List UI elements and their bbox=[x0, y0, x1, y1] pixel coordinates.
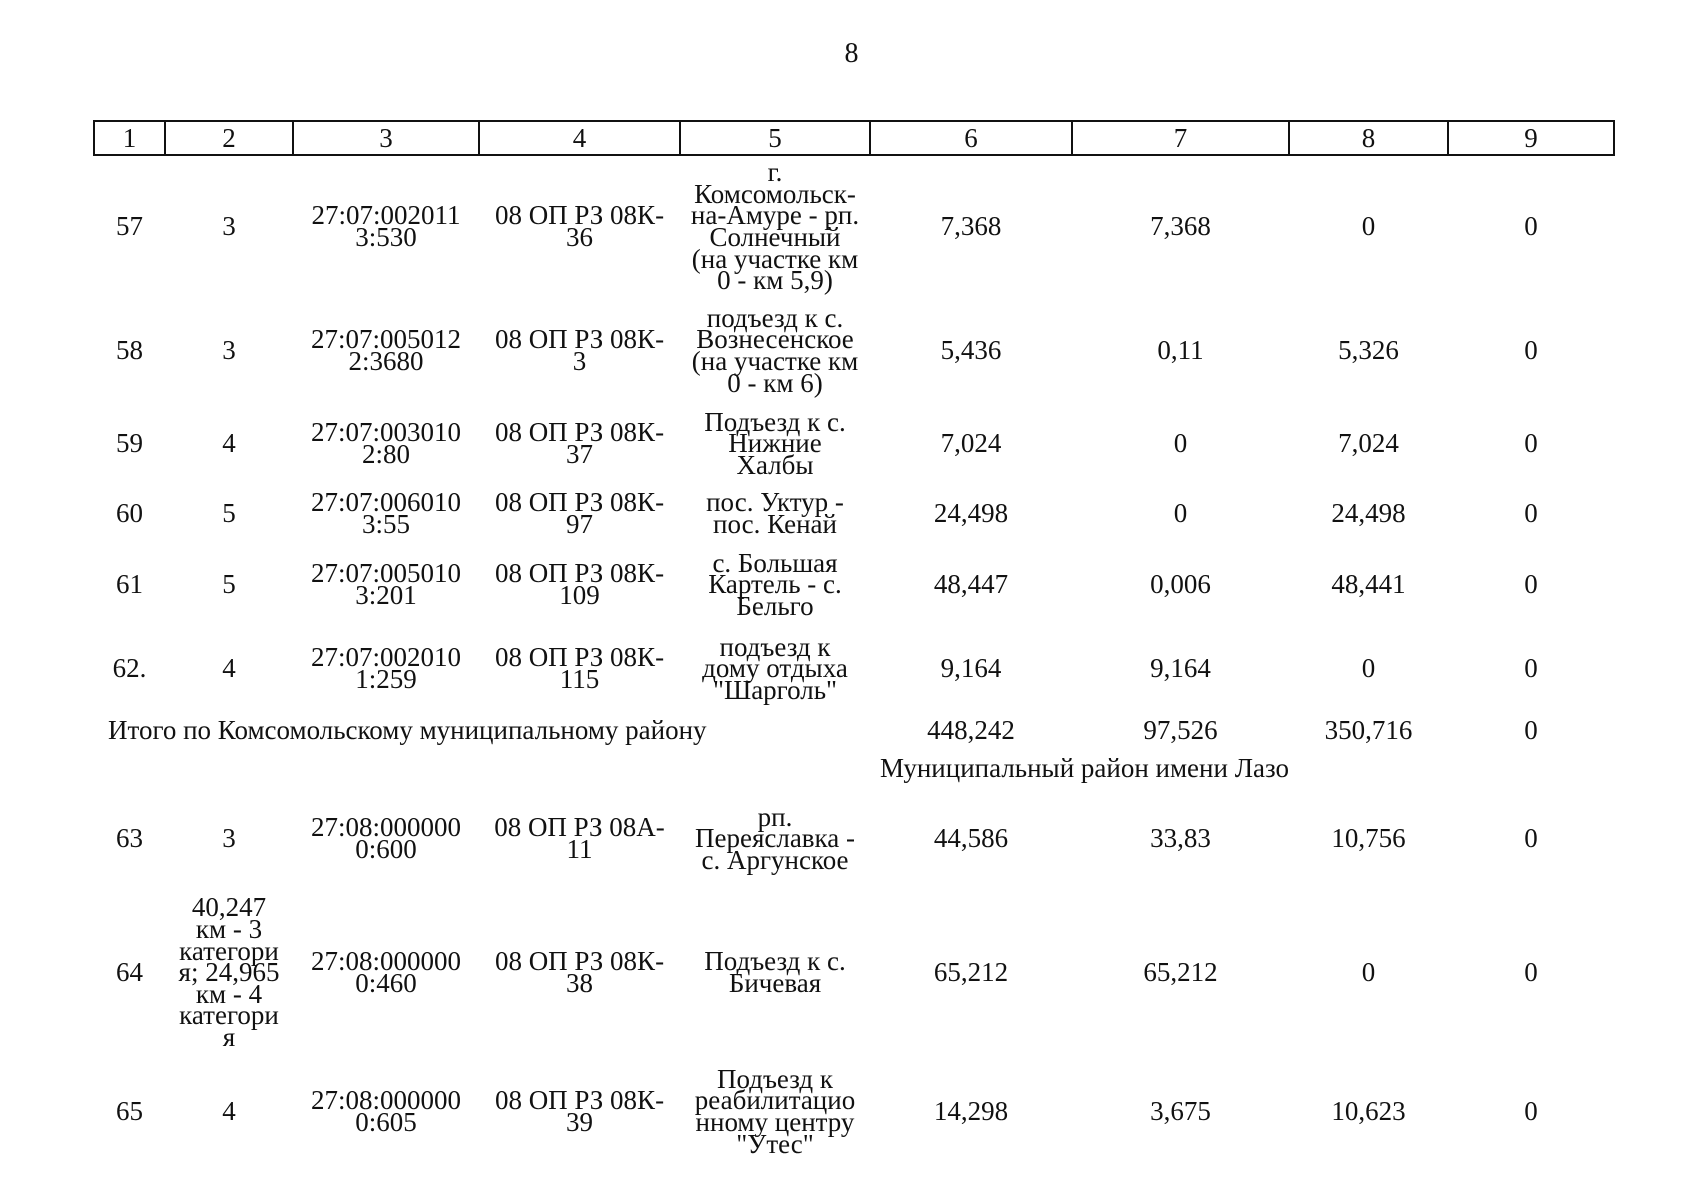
road-name: г. Комсомольск- на-Амуре - рп. Солнечный (на участке км 0 - км 5,9) bbox=[690, 157, 860, 296]
road-id: 08 ОП РЗ 08А- 11 bbox=[494, 812, 665, 864]
row-number: 58 bbox=[116, 335, 143, 366]
value-col9: 0 bbox=[1524, 498, 1538, 529]
road-id: 08 ОП РЗ 08К- 39 bbox=[494, 1085, 665, 1137]
column-number-row bbox=[94, 121, 1614, 155]
road-category: 5 bbox=[222, 498, 236, 529]
table-row bbox=[94, 404, 1614, 484]
value-col9: 0 bbox=[1524, 653, 1538, 684]
value-col8: 10,623 bbox=[1331, 1096, 1406, 1127]
value-col6: 65,212 bbox=[933, 957, 1009, 988]
road-id: 08 ОП РЗ 08К- 38 bbox=[494, 946, 665, 998]
road-name: подъезд к дому отдыха "Шарголь" bbox=[702, 631, 848, 705]
table-row bbox=[94, 544, 1614, 626]
road-category: 3 bbox=[222, 335, 236, 366]
cadastral-number: 27:07:006010 3:55 bbox=[310, 487, 461, 539]
road-id: 08 ОП РЗ 08К- 36 bbox=[494, 200, 665, 252]
road-category: 3 bbox=[222, 823, 236, 854]
value-col8: 5,326 bbox=[1338, 335, 1399, 366]
table-row bbox=[94, 1056, 1614, 1168]
row-number: 59 bbox=[116, 428, 143, 459]
value-col9: 0 bbox=[1524, 335, 1538, 366]
value-col8: 0 bbox=[1361, 211, 1376, 242]
value-col6: 44,586 bbox=[933, 823, 1009, 854]
cadastral-number: 27:08:000000 0:600 bbox=[310, 812, 461, 864]
value-col8: 7,024 bbox=[1338, 428, 1399, 459]
roads-table bbox=[93, 120, 1615, 1168]
column-header: 2 bbox=[165, 121, 293, 155]
table-row bbox=[94, 890, 1614, 1056]
table-row bbox=[94, 788, 1614, 890]
total-row bbox=[94, 712, 1614, 750]
value-col8: 0 bbox=[1361, 957, 1376, 988]
value-col9: 0 bbox=[1524, 1096, 1538, 1127]
total-col6: 448,242 bbox=[927, 715, 1015, 746]
cadastral-number: 27:07:002011 3:530 bbox=[311, 200, 461, 252]
value-col6: 5,436 bbox=[940, 335, 1002, 366]
row-number: 57 bbox=[116, 211, 143, 242]
column-header: 5 bbox=[680, 121, 870, 155]
column-header: 8 bbox=[1289, 121, 1448, 155]
value-col6: 24,498 bbox=[933, 498, 1009, 529]
total-col8: 350,716 bbox=[1324, 715, 1413, 746]
value-col7: 0 bbox=[1173, 498, 1188, 529]
value-col7: 9,164 bbox=[1150, 653, 1211, 684]
row-number: 65 bbox=[116, 1096, 143, 1127]
value-col8: 10,756 bbox=[1331, 823, 1406, 854]
value-col6: 14,298 bbox=[933, 1096, 1009, 1127]
value-col9: 0 bbox=[1524, 428, 1538, 459]
road-name: с. Большая Картель - с. Бельго bbox=[708, 547, 842, 621]
road-category: 3 bbox=[222, 211, 236, 242]
road-id: 08 ОП РЗ 08К- 3 bbox=[494, 324, 665, 376]
row-number: 62. bbox=[112, 653, 147, 684]
road-name: Подъезд к реабилитацио нному центру "Утес" bbox=[694, 1063, 856, 1159]
column-header: 6 bbox=[870, 121, 1072, 155]
road-name: пос. Уктур - пос. Кенай bbox=[706, 487, 844, 539]
table-row bbox=[94, 298, 1614, 404]
road-category: 4 bbox=[222, 428, 236, 459]
row-number: 63 bbox=[116, 823, 143, 854]
cadastral-number: 27:07:005012 2:3680 bbox=[310, 324, 461, 376]
cadastral-number: 27:07:002010 1:259 bbox=[310, 642, 461, 694]
road-name: Подъезд к с. Нижние Халбы bbox=[704, 406, 846, 480]
table-row bbox=[94, 155, 1614, 298]
value-col7: 0 bbox=[1173, 428, 1188, 459]
value-col7: 0,11 bbox=[1157, 335, 1204, 366]
column-header: 7 bbox=[1072, 121, 1289, 155]
road-id: 08 ОП РЗ 08К- 115 bbox=[494, 642, 665, 694]
value-col9: 0 bbox=[1524, 569, 1538, 600]
cadastral-number: 27:08:000000 0:460 bbox=[310, 946, 461, 998]
value-col7: 7,368 bbox=[1150, 211, 1211, 242]
road-id: 08 ОП РЗ 08К- 109 bbox=[494, 558, 665, 610]
road-name: подъезд к с. Вознесенское (на участке км 0 - км 6) bbox=[691, 302, 859, 398]
value-col6: 9,164 bbox=[940, 653, 1002, 684]
value-col7: 0,006 bbox=[1150, 569, 1211, 600]
road-category: 5 bbox=[222, 569, 236, 600]
value-col6: 7,024 bbox=[940, 428, 1002, 459]
road-name: Подъезд к с. Бичевая bbox=[704, 946, 846, 998]
value-col9: 0 bbox=[1524, 823, 1538, 854]
column-header: 9 bbox=[1448, 121, 1614, 155]
page-number: 8 bbox=[844, 38, 859, 69]
value-col7: 65,212 bbox=[1143, 957, 1218, 988]
value-col7: 3,675 bbox=[1150, 1096, 1211, 1127]
row-number: 60 bbox=[116, 498, 143, 529]
section-heading-row bbox=[94, 750, 1614, 788]
value-col6: 48,447 bbox=[933, 569, 1009, 600]
cadastral-number: 27:08:000000 0:605 bbox=[310, 1085, 461, 1137]
column-header: 1 bbox=[94, 121, 165, 155]
road-category: 4 bbox=[222, 1096, 236, 1127]
cadastral-number: 27:07:005010 3:201 bbox=[310, 558, 461, 610]
value-col9: 0 bbox=[1524, 957, 1538, 988]
value-col8: 48,441 bbox=[1331, 569, 1406, 600]
table-row bbox=[94, 484, 1614, 544]
total-col7: 97,526 bbox=[1143, 715, 1218, 746]
table-row bbox=[94, 626, 1614, 712]
total-col9: 0 bbox=[1524, 715, 1538, 746]
value-col9: 0 bbox=[1524, 211, 1538, 242]
road-id: 08 ОП РЗ 08К- 97 bbox=[494, 487, 665, 539]
value-col6: 7,368 bbox=[940, 211, 1002, 242]
value-col8: 0 bbox=[1361, 653, 1376, 684]
column-header: 3 bbox=[293, 121, 479, 155]
value-col7: 33,83 bbox=[1150, 823, 1211, 854]
column-header: 4 bbox=[479, 121, 680, 155]
value-col8: 24,498 bbox=[1331, 498, 1406, 529]
row-number: 64 bbox=[116, 957, 143, 988]
total-label: Итого по Комсомольскому муниципальному району bbox=[108, 715, 707, 746]
section-title: Муниципальный район имени Лазо bbox=[880, 753, 1289, 784]
road-category: 4 bbox=[222, 653, 236, 684]
road-id: 08 ОП РЗ 08К- 37 bbox=[494, 417, 665, 469]
cadastral-number: 27:07:003010 2:80 bbox=[310, 417, 461, 469]
road-category: 40,247 км - 3 категори я; 24,965 км - 4 категори я bbox=[178, 892, 280, 1052]
row-number: 61 bbox=[116, 569, 143, 600]
road-name: рп. Переяславка - с. Аргунское bbox=[694, 801, 855, 875]
